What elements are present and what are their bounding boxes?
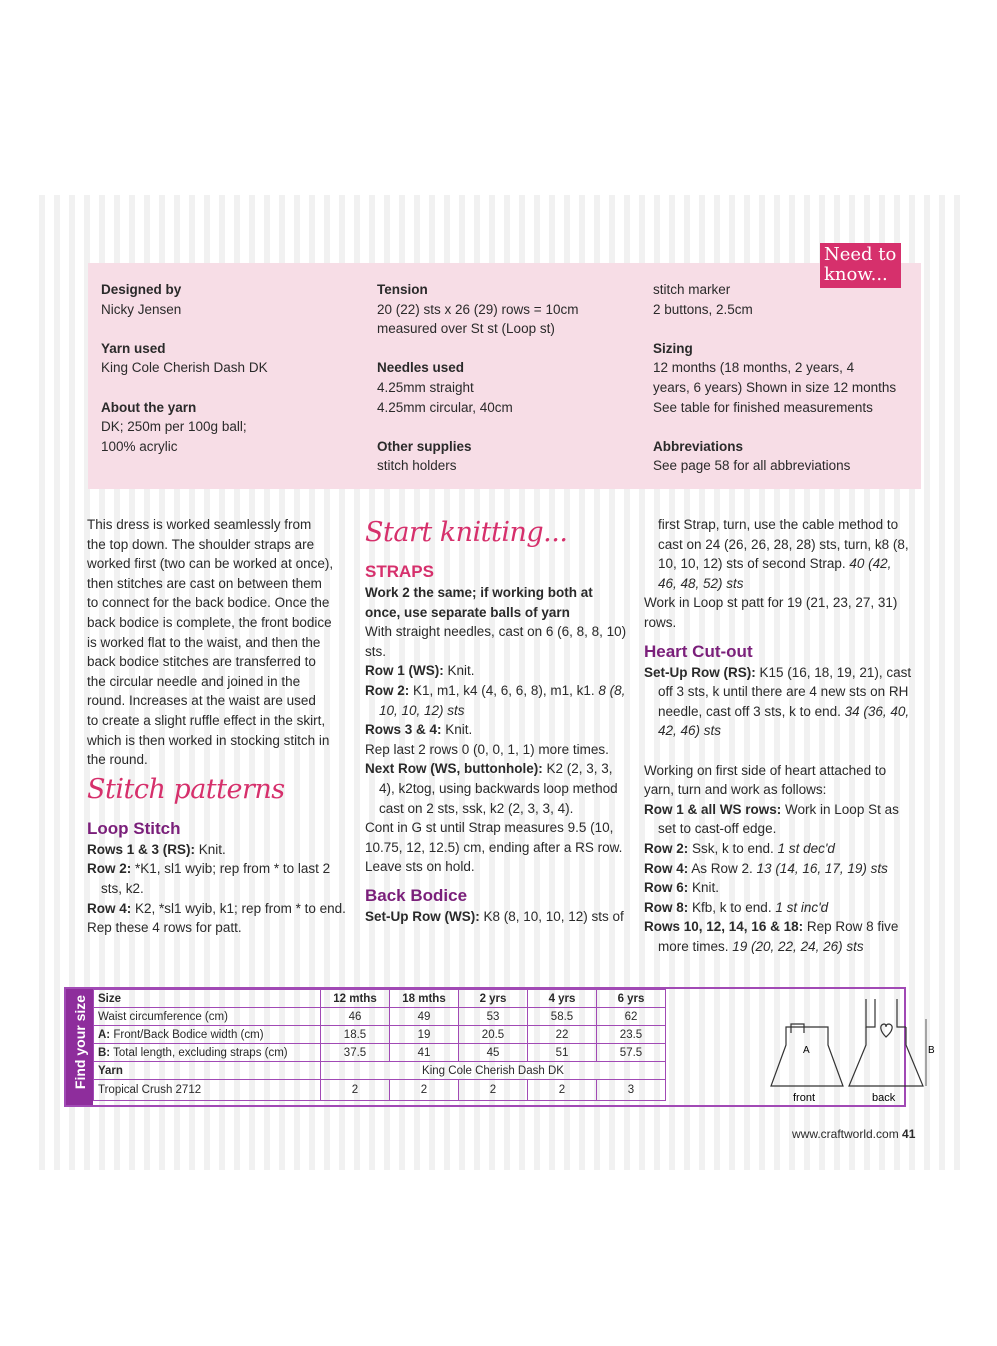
heart-cutout-icon (881, 1024, 892, 1037)
loop-stitch-heading: Loop Stitch (87, 818, 181, 838)
work-two-note: Work 2 the same; if working both at once, use separate balls of yarn (365, 585, 593, 620)
abbreviations-value: See page 58 for all abbreviations (653, 458, 851, 474)
intro-line: which is then worked in stocking stitch in (87, 732, 330, 748)
yarn-heading: Yarn used (101, 340, 166, 356)
row-label: A: Front/Back Bodice width (cm) (94, 1026, 321, 1044)
intro-line: This dress is worked seamlessly from (87, 517, 312, 532)
header-18m: 18 mths (390, 990, 459, 1008)
yarn-value: King Cole Cherish Dash DK (101, 360, 268, 376)
straps-row-1: Row 1 (WS): Knit. (365, 663, 475, 679)
row-label: Waist circumference (cm) (94, 1008, 321, 1026)
heart-row-8: Row 8: Kfb, k to end. 1 st inc'd (644, 899, 829, 915)
sizing-line-1: 12 months (18 months, 2 years, 4 (653, 360, 855, 376)
cell: 57.5 (597, 1044, 666, 1062)
about-line-1: DK; 250m per 100g ball; (101, 419, 247, 435)
row-2: Row 2: *K1, sl1 wyib; rep from * to last 2 sts, k2. (87, 861, 331, 896)
needles-heading: Needles used (377, 360, 465, 376)
cell: 45 (459, 1044, 528, 1062)
info-column-2 (377, 280, 578, 476)
page-number: 41 (902, 1127, 916, 1141)
size-table (93, 989, 666, 1101)
leave-note: Leave sts on hold. (365, 859, 475, 875)
intro-text (87, 515, 352, 770)
cell: 62 (597, 1008, 666, 1026)
intro-line: the top down. The shoulder straps are (87, 536, 315, 552)
straps-row-2: Row 2: K1, m1, k4 (4, 6, 6, 8), m1, k1. 8 (8, 10, 10, 12) sts (365, 682, 626, 718)
page-footer (792, 1127, 915, 1141)
heart-row-1: Row 1 & all WS rows: Work in Loop St as set to cast-off edge. (644, 801, 899, 837)
cell: 37.5 (321, 1044, 390, 1062)
table-row (94, 1008, 666, 1026)
find-your-size-bar (66, 989, 93, 1105)
label-b: B (928, 1045, 935, 1056)
shade-row (94, 1080, 666, 1101)
designer: Nicky Jensen (101, 301, 182, 317)
cast-on: With straight needles, cast on 6 (6, 8, 8, 10) sts. (365, 624, 627, 659)
sizing-line-3: See table for finished measurements (653, 399, 873, 415)
header-size: Size (94, 990, 321, 1008)
needles-line-1: 4.25mm straight (377, 379, 474, 395)
about-heading: About the yarn (101, 399, 197, 415)
find-your-size-label: Find your size (72, 994, 88, 1090)
continue-note: Cont in G st until Strap measures 9.5 (10, 10.75, 12, 12.5) cm, ending after a RS row. (365, 820, 623, 855)
badge-line-2: know... (824, 264, 888, 285)
front-strap-shape (791, 1024, 804, 1033)
cell: 46 (321, 1008, 390, 1026)
front-bodice-shape (771, 1027, 843, 1086)
cell: 51 (528, 1044, 597, 1062)
heart-rows-10-18: Rows 10, 12, 14, 16 & 18: Rep Row 8 five more times. 19 (20, 22, 24, 26) sts (644, 919, 899, 954)
website-link[interactable]: www.craftworld.com (792, 1127, 899, 1141)
rows-1-3: Rows 1 & 3 (RS): Knit. (87, 841, 226, 857)
cell: 58.5 (528, 1008, 597, 1026)
cell: 23.5 (597, 1026, 666, 1044)
cell: 2 (459, 1080, 528, 1101)
size-table-box (64, 987, 935, 1107)
heart-cutout-heading: Heart Cut-out (644, 641, 753, 661)
loop-patt-rows: Work in Loop st patt for 19 (21, 23, 27, 31) rows. (644, 595, 898, 630)
cell: 2 (390, 1080, 459, 1101)
start-knitting-title: Start knitting... (365, 517, 568, 548)
tension-line-2: measured over St st (Loop st) (377, 321, 555, 337)
cell: 18.5 (321, 1026, 390, 1044)
cell: 3 (597, 1080, 666, 1101)
cell: 2 (528, 1080, 597, 1101)
cell: 22 (528, 1026, 597, 1044)
text-column-1 (87, 515, 352, 938)
supplies-line-1: stitch holders (377, 458, 457, 474)
back-strap-right (897, 999, 906, 1027)
heart-row-4: Row 4: As Row 2. 13 (14, 16, 17, 19) sts (644, 860, 888, 876)
heart-row-6: Row 6: Knit. (644, 880, 720, 896)
intro-line: the round. (87, 752, 148, 768)
label-a: A (803, 1045, 810, 1056)
text-column-2 (365, 515, 631, 927)
row-4: Row 4: K2, *sl1 wyib, k1; rep from * to end. (87, 900, 346, 916)
intro-line: to connect for the back bodice. Once the (87, 595, 330, 611)
intro-line: worked first (two can be worked at once), (87, 556, 334, 572)
row-label: B: Total length, excluding straps (cm) (94, 1044, 321, 1062)
tension-line-1: 20 (22) sts x 26 (29) rows = 10cm (377, 301, 579, 317)
label-back: back (872, 1092, 896, 1104)
cell: 49 (390, 1008, 459, 1026)
dress-diagram (729, 989, 935, 1105)
intro-line: back bodice stitches are transferred to (87, 654, 316, 670)
info-column-3 (653, 280, 896, 476)
intro-line: to create a slight ruffle effect in the skirt, (87, 712, 326, 728)
sizing-heading: Sizing (653, 340, 693, 356)
abbreviations-heading: Abbreviations (653, 438, 744, 454)
repeat-last: Rep last 2 rows 0 (0, 0, 1, 1) more times. (365, 741, 609, 757)
table-row (94, 1026, 666, 1044)
table-row (94, 1044, 666, 1062)
back-strap-left (866, 999, 875, 1027)
tension-heading: Tension (377, 282, 428, 297)
intro-line: back bodice is complete, the front bodice (87, 614, 332, 630)
text-column-3 (644, 515, 912, 956)
cell: 2 (321, 1080, 390, 1101)
supplies-heading: Other supplies (377, 438, 472, 454)
header-6y: 6 yrs (597, 990, 666, 1008)
supplies-line-3: 2 buttons, 2.5cm (653, 301, 753, 317)
info-column-1 (101, 280, 268, 456)
supplies-line-2: stitch marker (653, 282, 731, 297)
label-front: front (793, 1092, 816, 1104)
intro-line: then stitches are cast on between them (87, 575, 322, 591)
cell: 19 (390, 1026, 459, 1044)
back-bodice-heading: Back Bodice (365, 885, 468, 905)
working-first-side: Working on first side of heart attached to yarn, turn and work as follows: (644, 762, 887, 798)
needles-line-2: 4.25mm circular, 40cm (377, 399, 513, 415)
yarn-row (94, 1062, 666, 1080)
about-line-2: 100% acrylic (101, 438, 178, 454)
shade-label: Tropical Crush 2712 (94, 1080, 321, 1101)
cell: 20.5 (459, 1026, 528, 1044)
cell: 53 (459, 1008, 528, 1026)
yarn-label: Yarn (94, 1062, 321, 1080)
heart-setup-row: Set-Up Row (RS): K15 (16, 18, 19, 21), cast off 3 sts, k until there are 4 new sts on RH needle, cast off 3 sts, k to end. 34 (36, 40, 42, 46) sts (644, 664, 912, 739)
straps-rows-3-4: Rows 3 & 4: Knit. (365, 722, 473, 738)
strap-continued: first Strap, turn, use the cable method to cast on 24 (26, 26, 28, 28) sts, turn, k8 (8, 10, 10, 12) sts of second Strap. 40 (42, 46, 48, 52) sts (658, 517, 909, 591)
back-setup-row: Set-Up Row (WS): K8 (8, 10, 10, 12) sts of (365, 908, 624, 924)
intro-line: is worked flat to the waist, and then the (87, 634, 321, 650)
repeat-note: Rep these 4 rows for patt. (87, 920, 242, 936)
yarn-name: King Cole Cherish Dash DK (321, 1062, 666, 1080)
buttonhole-row: Next Row (WS, buttonhole): K2 (2, 3, 3, 4), k2tog, using backwards loop method cast on 2 sts, ssk, k2 (2, 3, 3, 4). (365, 761, 618, 816)
header-12m: 12 mths (321, 990, 390, 1008)
cell: 41 (390, 1044, 459, 1062)
header-4y: 4 yrs (528, 990, 597, 1008)
header-2y: 2 yrs (459, 990, 528, 1008)
stitch-patterns-title: Stitch patterns (87, 773, 285, 805)
designed-heading: Designed by (101, 282, 182, 297)
intro-line: the circular needle and joined in the (87, 673, 301, 689)
intro-line: round. Increases at the waist are used (87, 693, 316, 709)
straps-heading: STRAPS (365, 562, 434, 581)
table-header-row (94, 990, 666, 1008)
sizing-line-2: years, 6 years) Shown in size 12 months (653, 379, 897, 395)
heart-row-2: Row 2: Ssk, k to end. 1 st dec'd (644, 840, 835, 856)
badge-line-1: Need to (824, 244, 897, 265)
